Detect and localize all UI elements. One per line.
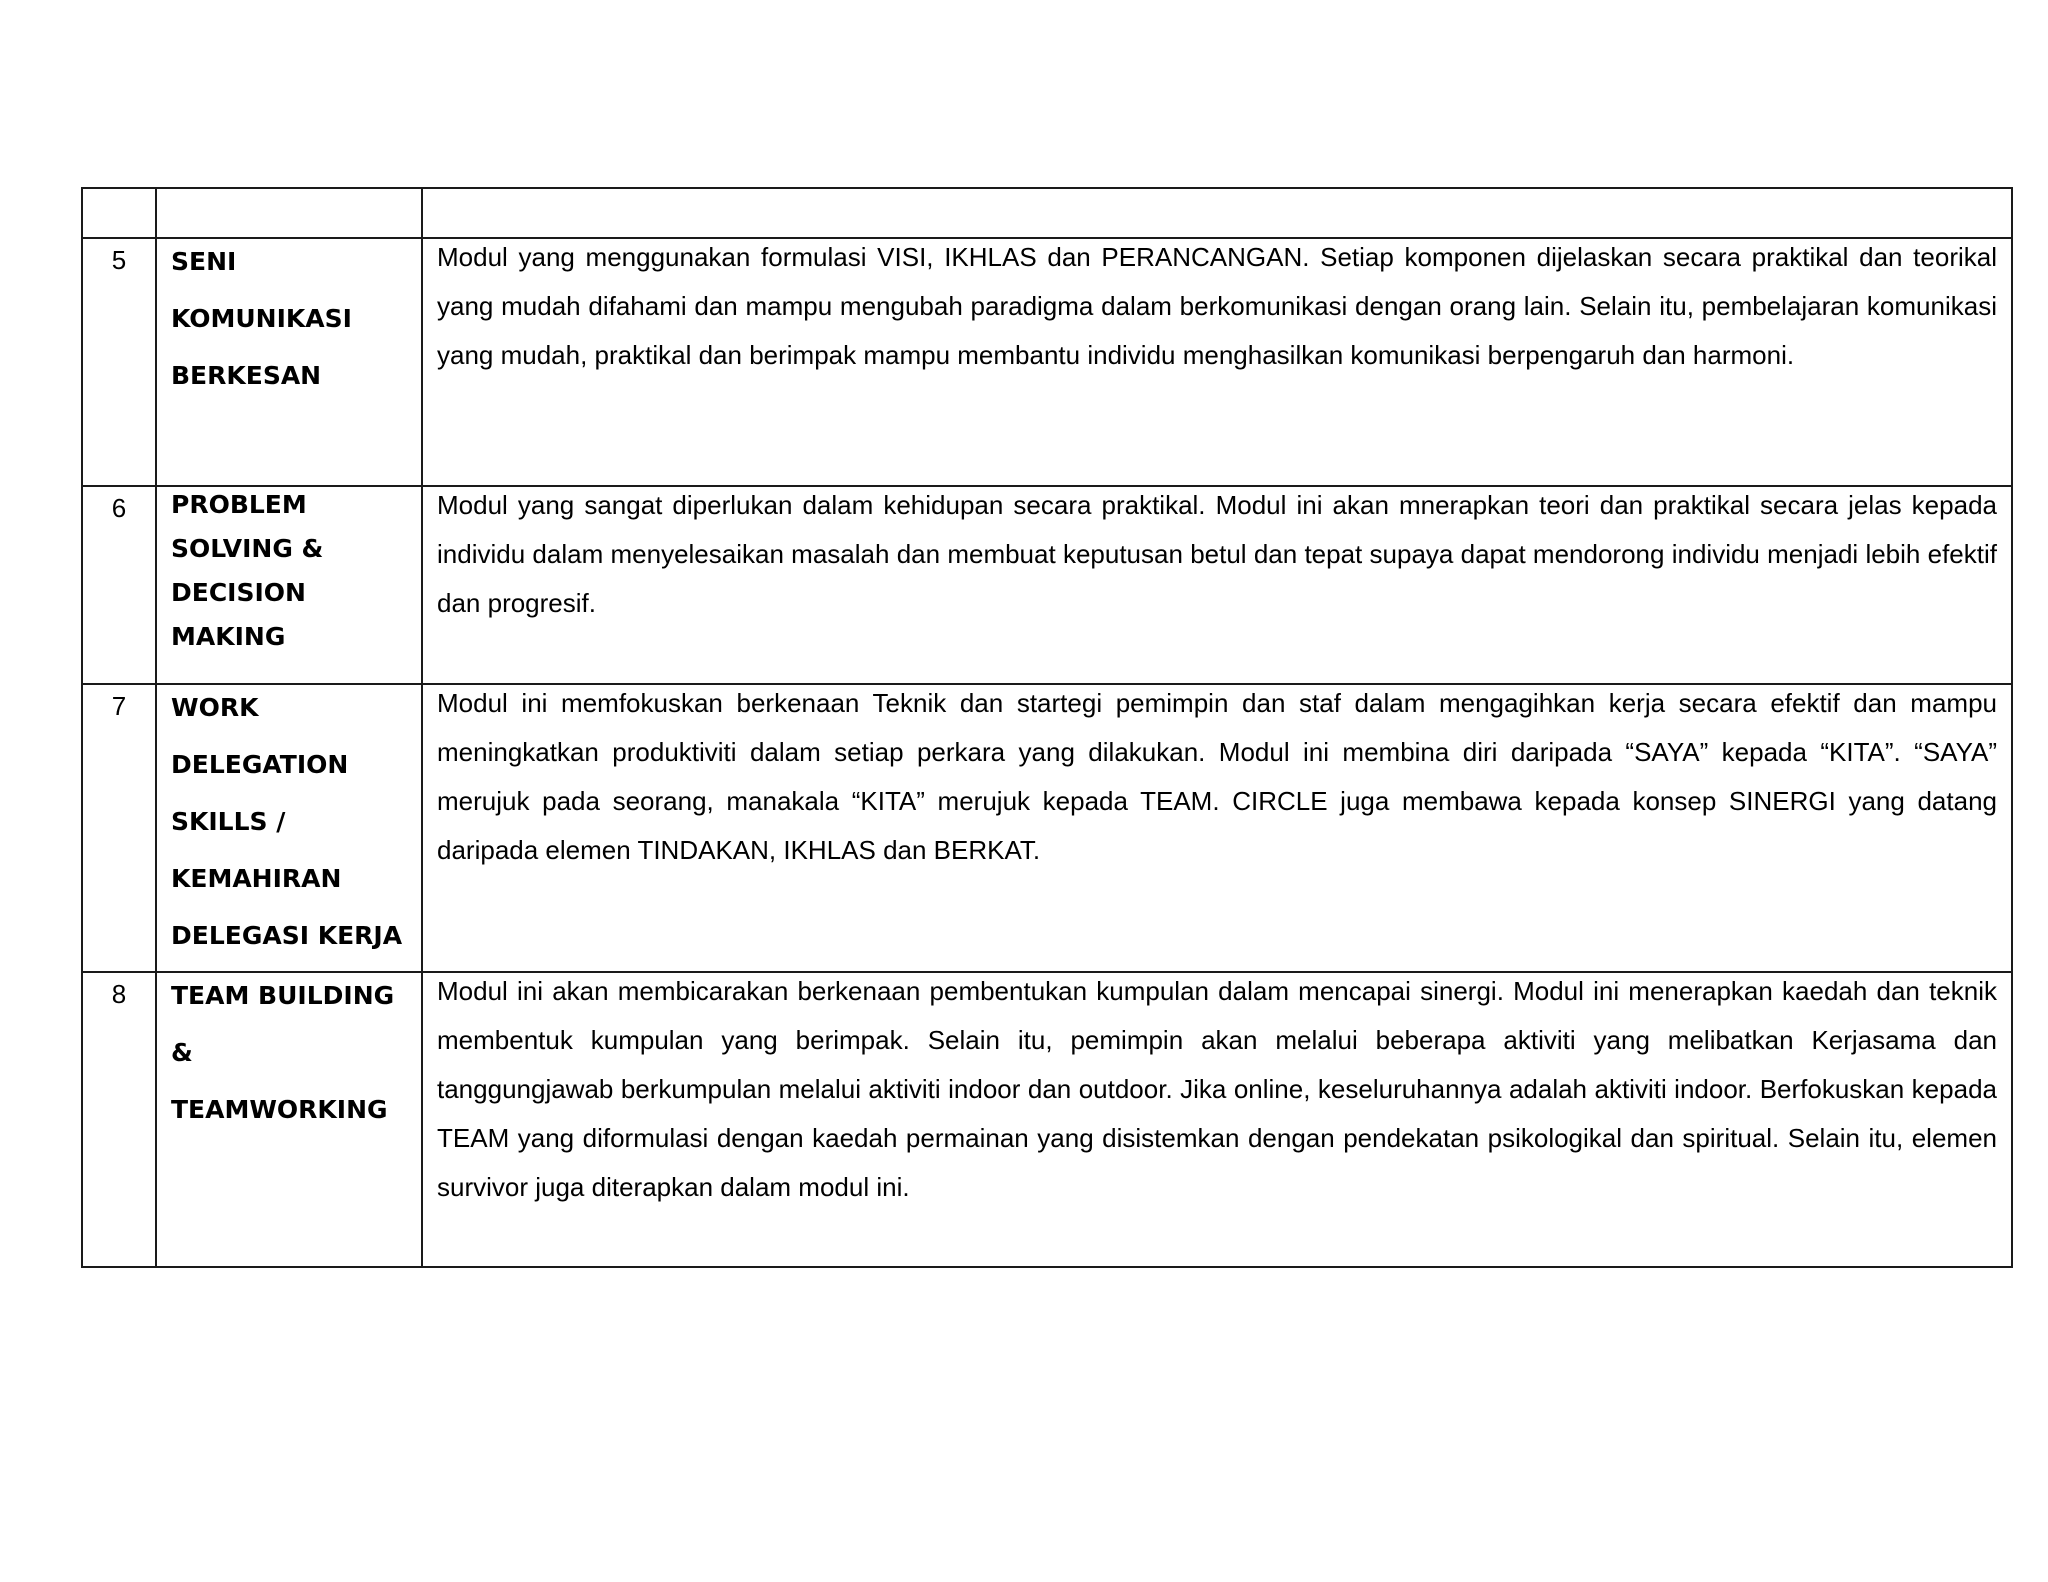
module-title-line: TEAMWORKING [171,1095,388,1124]
empty-cell [156,188,422,238]
row-number: 7 [111,691,127,721]
module-description-cell [422,684,2012,972]
module-description: Modul yang sangat diperlukan dalam kehidupan secara praktikal. Modul ini akan mnerapkan teori dan praktikal secara jelas kepada individu dalam menyelesaikan masalah dan membuat keputusan betul dan tepat supaya dapat mendorong individu menjadi lebih efektif dan progresif. [437,490,1997,618]
table-row [82,486,2012,684]
module-title [157,967,421,1138]
module-description: Modul yang menggunakan formulasi VISI, IKHLAS dan PERANCANGAN. Setiap komponen dijelaskan secara praktikal dan teorikal yang mudah difahami dan mampu mengubah paradigma dalam berkomunikasi dengan orang lain. Selain itu, pembelajaran komunikasi yang mudah, praktikal dan berimpak mampu membantu individu menghasilkan komunikasi berpengaruh dan harmoni. [437,242,1997,370]
module-title-line: SKILLS / [171,807,286,836]
module-title-line: MAKING [171,622,286,651]
module-title-line: DECISION [171,578,306,607]
module-title-cell [156,238,422,486]
module-title-line: WORK [171,693,259,722]
module-title-line: BERKESAN [171,361,322,390]
table-row [82,238,2012,486]
empty-cell [422,188,2012,238]
module-title-cell [156,684,422,972]
module-title-line: PROBLEM [171,490,307,519]
module-title-line: SOLVING & [171,534,324,563]
module-title-line: TEAM BUILDING [171,981,395,1010]
module-description: Modul ini akan membicarakan berkenaan pembentukan kumpulan dalam mencapai sinergi. Modul ini menerapkan kaedah dan teknik membentuk kumpulan yang berimpak. Selain itu, pemimpin akan melalui beberapa aktiviti yang melibatkan Kerjasama dan tanggungjawab berkumpulan melalui aktiviti indoor dan outdoor. Jika online, keseluruhannya adalah aktiviti indoor. Berfokuskan kepada TEAM yang diformulasi dengan kaedah permainan yang disistemkan dengan pendekatan psikologikal dan spiritual. Selain itu, elemen survivor juga diterapkan dalam modul ini. [437,976,1997,1202]
table-row [82,972,2012,1267]
row-number-cell [82,238,156,486]
row-number: 8 [111,979,127,1009]
module-title-cell [156,486,422,684]
module-title [157,233,421,404]
module-title-cell [156,972,422,1267]
row-number: 5 [111,245,127,275]
module-title-line: DELEGASI KERJA [171,921,403,950]
module-title [157,679,421,964]
module-description-cell [422,486,2012,684]
row-number-cell [82,486,156,684]
module-table [81,187,2013,1268]
empty-cell [82,188,156,238]
module-description-cell [422,972,2012,1267]
module-title-line: DELEGATION [171,750,349,779]
module-title-line: SENI [171,247,237,276]
table-row [82,684,2012,972]
module-title-line: KOMUNIKASI [171,304,352,333]
module-title-line: & [171,1038,193,1067]
table-header-row [82,188,2012,238]
row-number: 6 [111,493,127,523]
module-title-line: KEMAHIRAN [171,864,342,893]
module-description: Modul ini memfokuskan berkenaan Teknik dan startegi pemimpin dan staf dalam mengagihkan kerja secara efektif dan mampu meningkatkan produktiviti dalam setiap perkara yang dilakukan. Modul ini membina diri daripada “SAYA” kepada “KITA”. “SAYA” merujuk pada seorang, manakala “KITA” merujuk kepada TEAM. CIRCLE juga membawa kepada konsep SINERGI yang datang daripada elemen TINDAKAN, IKHLAS dan BERKAT. [437,688,1997,865]
row-number-cell [82,684,156,972]
module-title [157,483,421,659]
module-description-cell [422,238,2012,486]
row-number-cell [82,972,156,1267]
